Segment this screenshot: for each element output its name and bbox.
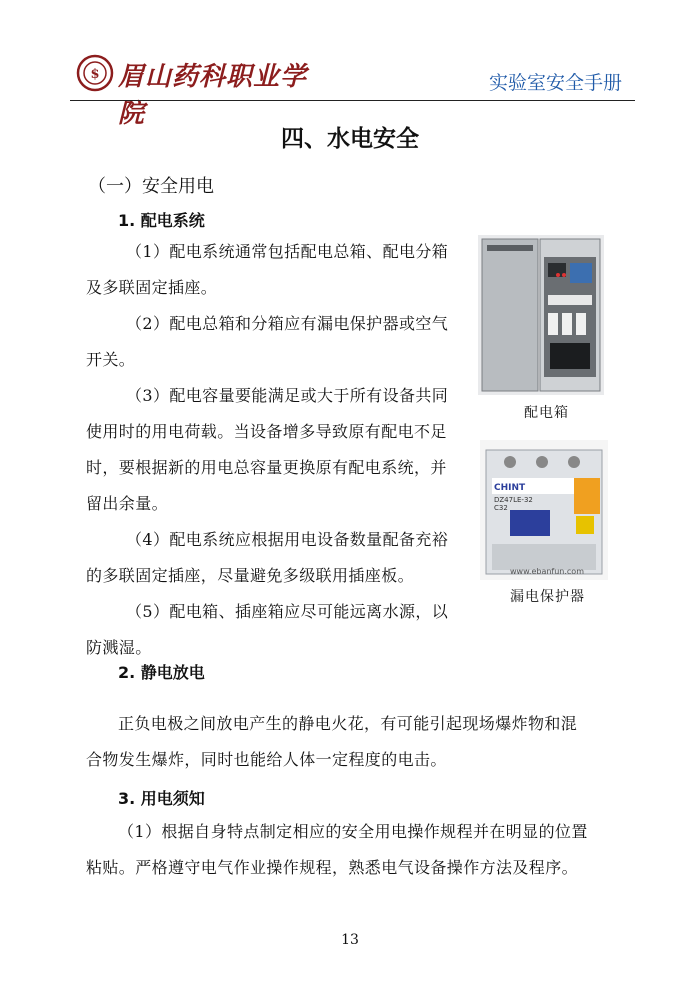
paragraph-line: 使用时的用电荷载。当设备增多导致原有配电不足: [86, 422, 447, 441]
breaker-rating-label: C32: [494, 504, 508, 512]
svg-text:$: $: [90, 67, 100, 82]
section-heading: （一）安全用电: [88, 176, 214, 197]
paragraph-line: 正负电极之间放电产生的静电火花，有可能引起现场爆炸物和混: [118, 714, 578, 733]
school-seal-icon: [76, 54, 114, 92]
page-number: 13: [341, 932, 359, 948]
paragraph-line: 防溅湿。: [86, 638, 152, 657]
leakage-protector-image: [480, 440, 608, 580]
school-name-logotype: 眉山药科职业学院: [118, 62, 308, 129]
subsection-heading-1: 1. 配电系统: [118, 211, 205, 230]
paragraph-line: （5）配电箱、插座箱应尽可能远离水源，以: [126, 602, 449, 621]
image-caption: 配电箱: [524, 405, 569, 421]
paragraph-line: 开关。: [86, 350, 136, 369]
paragraph-line: （3）配电容量要能满足或大于所有设备共同: [126, 386, 449, 405]
breaker-model-label: DZ47LE-32: [494, 496, 533, 504]
paragraph-line: 时，要根据新的用电总容量更换原有配电系统，并: [86, 458, 447, 477]
school-logo: [76, 50, 316, 129]
paragraph-line: （2）配电总箱和分箱应有漏电保护器或空气: [126, 314, 449, 333]
paragraph-line: 粘贴。严格遵守电气作业操作规程，熟悉电气设备操作方法及程序。: [86, 858, 579, 877]
paragraph-line: （4）配电系统应根据用电设备数量配备充裕: [126, 530, 449, 549]
paragraph-line: 及多联固定插座。: [86, 278, 218, 297]
page-header: [70, 44, 630, 129]
paragraph-line: 的多联固定插座，尽量避免多级联用插座板。: [86, 566, 415, 585]
image-watermark: www.ebanfun.com: [510, 567, 584, 576]
header-divider: [70, 100, 635, 101]
handbook-title: 实验室安全手册: [488, 72, 622, 94]
distribution-box-image: [478, 235, 604, 395]
paragraph-line: 合物发生爆炸，同时也能给人体一定程度的电击。: [86, 750, 447, 769]
breaker-brand-label: CHINT: [494, 483, 526, 493]
paragraph-line: （1）根据自身特点制定相应的安全用电操作规程并在明显的位置: [118, 822, 588, 841]
paragraph-line: 留出余量。: [86, 494, 169, 513]
image-caption: 漏电保护器: [510, 589, 585, 605]
subsection-heading-2: 2. 静电放电: [118, 663, 205, 682]
page-title: 四、水电安全: [281, 126, 419, 152]
paragraph-line: （1）配电系统通常包括配电总箱、配电分箱: [126, 242, 449, 261]
subsection-heading-3: 3. 用电须知: [118, 789, 205, 808]
